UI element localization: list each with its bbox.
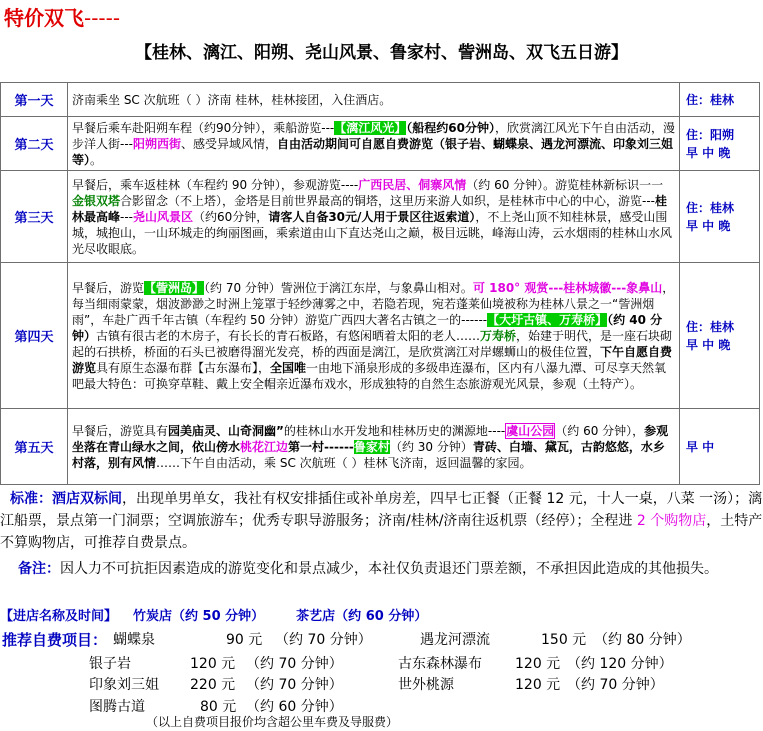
desc-highlight: 可 180° 观赏---桂林城徽---象鼻山 (472, 280, 663, 295)
shops-line (0, 605, 427, 624)
desc-text: ，始建于明代，是一座石块砌起的石拱桥，桥面的石头已被磨得溜光发亮，桥的西面是漓江，是欣赏漓江对岸螺蛳山的极佳位置， (72, 328, 673, 359)
rec-item-name: 银子岩 (89, 656, 131, 672)
desc-bold: 下午自愿自费游览 (72, 344, 673, 375)
desc-highlight: 【大圩古镇、万寿桥】 (487, 312, 608, 327)
title-main: 特价双飞 (4, 6, 84, 30)
shop-item: 竹炭店（约 50 分钟） (133, 609, 265, 624)
day-stay (680, 83, 760, 117)
desc-bold: （约 40 分钟） (72, 312, 663, 343)
itinerary-row (1, 263, 760, 409)
itinerary-row (1, 171, 760, 263)
desc-highlight: 【訾洲岛】 (144, 280, 205, 295)
desc-text: （约 60 分钟）。游览桂林新标识一一 (466, 177, 664, 192)
rec-item-price: 120 元 (515, 656, 561, 672)
desc-highlight: 虞山公园 (506, 423, 555, 438)
desc-bold: 自由活动期间可自愿自费游览（银子岩、蝴蝶泉、遇龙河漂流、印象刘三姐等） (72, 136, 674, 167)
desc-text: （约 70 分钟）訾洲位于漓江东岸，与象鼻山相对。 (204, 280, 473, 295)
stay-line: 住：桂林 (686, 92, 735, 107)
standard-shops: 2 个购物店 (636, 513, 707, 529)
desc-bold: 桂林最高峰 (72, 193, 668, 224)
standard-text: ，出现单男单女，我社有权安排插住或补单房差，四早七正餐（正餐 12 元，十人一桌，八菜 一汤）；漓江船票，景点第一门洞票；空调旅游车；优秀专职导游服务；济南/桂林/济南往返机票（经停）；全程进 (0, 491, 763, 529)
desc-text: --- (120, 209, 134, 224)
desc-text: ，每当细雨蒙蒙，烟波渺渺之时洲上笼罩于轻纱薄雾之中，若隐若现，宛若蓬莱仙境被称为桂林八景之一“訾洲烟雨”，车赴广西千年古镇（车程约 50 分钟）游览广西四大著名古镇之一的------ (72, 280, 675, 327)
rec-item-price: 90 元 (226, 632, 263, 648)
desc-highlight: 万寿桥 (480, 328, 517, 343)
day-stay (680, 171, 760, 263)
rec-item-price: 120 元 (190, 656, 236, 672)
rec-item-time: （约 120 分钟） (567, 656, 673, 672)
day-description (68, 171, 680, 263)
itinerary-row (1, 83, 760, 117)
stay-line: 住：阳朔 (686, 127, 735, 142)
desc-text: 早餐后，乘车返桂林（车程约 90 分钟），参观游览---- (72, 177, 359, 192)
rec-item-name: 遇龙河漂流 (420, 632, 490, 648)
desc-bold: 青砖、白墙、黛瓦，古韵悠悠，水乡村落，别有风情 (72, 439, 665, 470)
desc-highlight: 金银双塔 (72, 193, 121, 208)
desc-text: 早餐后乘车赴阳朔车程（约90分钟），乘船游览--- (72, 120, 335, 135)
desc-text: 早餐后，游览具有 (72, 423, 169, 438)
shop-item: 茶艺店（约 60 分钟） (296, 609, 428, 624)
desc-text: 。 (90, 152, 103, 167)
desc-bold: 第一村------ (288, 439, 354, 454)
day-label: 第一天 (1, 83, 68, 117)
desc-highlight: 【漓江风光】 (334, 120, 407, 135)
note-section (0, 558, 763, 580)
desc-highlight: 尧山风景区 (133, 209, 194, 224)
desc-highlight: 阳朔西街 (133, 136, 182, 151)
stay-meals: 早 中 晚 (686, 337, 731, 352)
desc-bold: （船程约60分钟） (406, 120, 495, 135)
stay-meals: 早 中 (686, 439, 715, 454)
itinerary-row (1, 117, 760, 171)
desc-highlight: 广西民居、侗寨风情 (358, 177, 467, 192)
rec-item-time: （约 70 分钟） (246, 677, 343, 693)
desc-bold: 全国唯 (270, 360, 307, 375)
desc-text: 一由地下涌泉形成的多级串连瀑布，区内有八瀑九潭、可尽享天然氧吧最大特色：可换穿草鞋、戴上安全帽亲近瀑布戏水，形成独特的自然生态旅游观光风景，参观（土特产）。 (72, 360, 667, 391)
day-description (68, 117, 680, 171)
day-description (68, 409, 680, 485)
footnote: （以上自费项目报价均含超公里车费及导服费） (146, 715, 399, 729)
rec-item-time: （约 70 分钟） (275, 632, 372, 648)
note-label: 备注： (18, 561, 60, 577)
stay-line: 住：桂林 (686, 319, 735, 334)
rec-item-time: （约 60 分钟） (246, 699, 343, 715)
desc-text: 具有原生态瀑布群【古东瀑布】， (96, 360, 271, 375)
desc-text: ，不上尧山顶不知桂林景，感受山围城，城抱山，一山环城走的绚丽图画，乘索道由山下直达尧山之巅，极目远眺，峰海山涛，云水烟雨的桂林山水风光尽收眼底。 (72, 209, 673, 256)
desc-bold: 请客人自备30元/人用于景区往返索道） (268, 209, 476, 224)
rec-item-name: 世外桃源 (398, 677, 454, 693)
desc-text: 、感受异域风情， (181, 136, 278, 151)
stay-line: 住：桂林 (686, 200, 735, 215)
day-stay (680, 409, 760, 485)
rec-item-name: 印象刘三姐 (89, 677, 159, 693)
desc-text: ，欣赏漓江风光下午自由活动，漫步洋人街--- (72, 120, 675, 151)
desc-text: ……下午自由活动，乘 SC 次航班（ ）桂林飞济南，返回温馨的家园。 (156, 455, 532, 470)
shops-label: 【进店名称及时间】 (0, 609, 118, 624)
rec-item-price: 80 元 (200, 699, 237, 715)
desc-bold: 园美庙灵、山奇洞幽” (168, 423, 284, 438)
desc-bold: 参观坐落在青山绿水之间，依山傍水 (72, 423, 669, 454)
desc-text: 济南乘坐 SC 次航班（ ）济南 桂林，桂林接团，入住酒店。 (72, 92, 392, 107)
desc-text: （约 60 分钟）， (555, 423, 645, 438)
rec-item-price: 220 元 (190, 677, 236, 693)
day-label: 第五天 (1, 409, 68, 485)
desc-text: （约 30 分钟） (389, 439, 473, 454)
desc-text: 合影留念（不上塔），金塔是目前世界最高的铜塔，这里历来游人如织，是桂林市中心的中心，游览--- (120, 193, 656, 208)
stay-meals: 早 中 晚 (686, 145, 731, 160)
desc-highlight: 鲁家村 (353, 439, 390, 454)
rec-item-time: （约 70 分钟） (567, 677, 664, 693)
day-label: 第二天 (1, 117, 68, 171)
rec-label: 推荐自费项目： (2, 631, 108, 649)
day-stay (680, 263, 760, 409)
rec-item-time: （约 70 分钟） (246, 656, 343, 672)
desc-text: （约60分钟， (193, 209, 269, 224)
desc-text: 早餐后，游览 (72, 280, 145, 295)
standard-label: 标准： (10, 491, 52, 507)
rec-item-name: 古东森林瀑布 (398, 656, 482, 672)
itinerary-row (1, 409, 760, 485)
rec-item-price: 150 元 (541, 632, 587, 648)
note-text: 因人力不可抗拒因素造成的游览变化和景点减少，本社仅负责退还门票差额，不承担因此造成的其他损失。 (60, 561, 718, 577)
standard-text: ，土特产不算购物店，可推荐自费景点。 (0, 513, 763, 551)
standard-hotel: 酒店双标间 (52, 491, 122, 507)
page-title (4, 2, 120, 30)
title-dashes: ----- (84, 6, 121, 30)
itinerary-table (0, 82, 760, 485)
day-description (68, 263, 680, 409)
tour-subtitle: 【桂林、漓江、阳朔、尧山风景、鲁家村、訾洲岛、双飞五日游】 (135, 43, 628, 63)
rec-item-price: 120 元 (515, 677, 561, 693)
rec-item-time: （约 80 分钟） (594, 632, 691, 648)
desc-text: 古镇有很古老的木房子，有长长的青石板路，有悠闲晒着太阳的老人…… (96, 328, 481, 343)
rec-item-name: 蝴蝶泉 (113, 632, 155, 648)
day-label: 第三天 (1, 171, 68, 263)
day-label: 第四天 (1, 263, 68, 409)
standard-section (0, 488, 763, 554)
desc-text: 的桂林山水开发地和桂林历史的渊源地---- (283, 423, 506, 438)
day-stay (680, 117, 760, 171)
rec-item-name: 图腾古道 (89, 699, 145, 715)
day-description (68, 83, 680, 117)
desc-highlight: 桃花江边 (240, 439, 289, 454)
stay-meals: 早 中 晚 (686, 218, 731, 233)
